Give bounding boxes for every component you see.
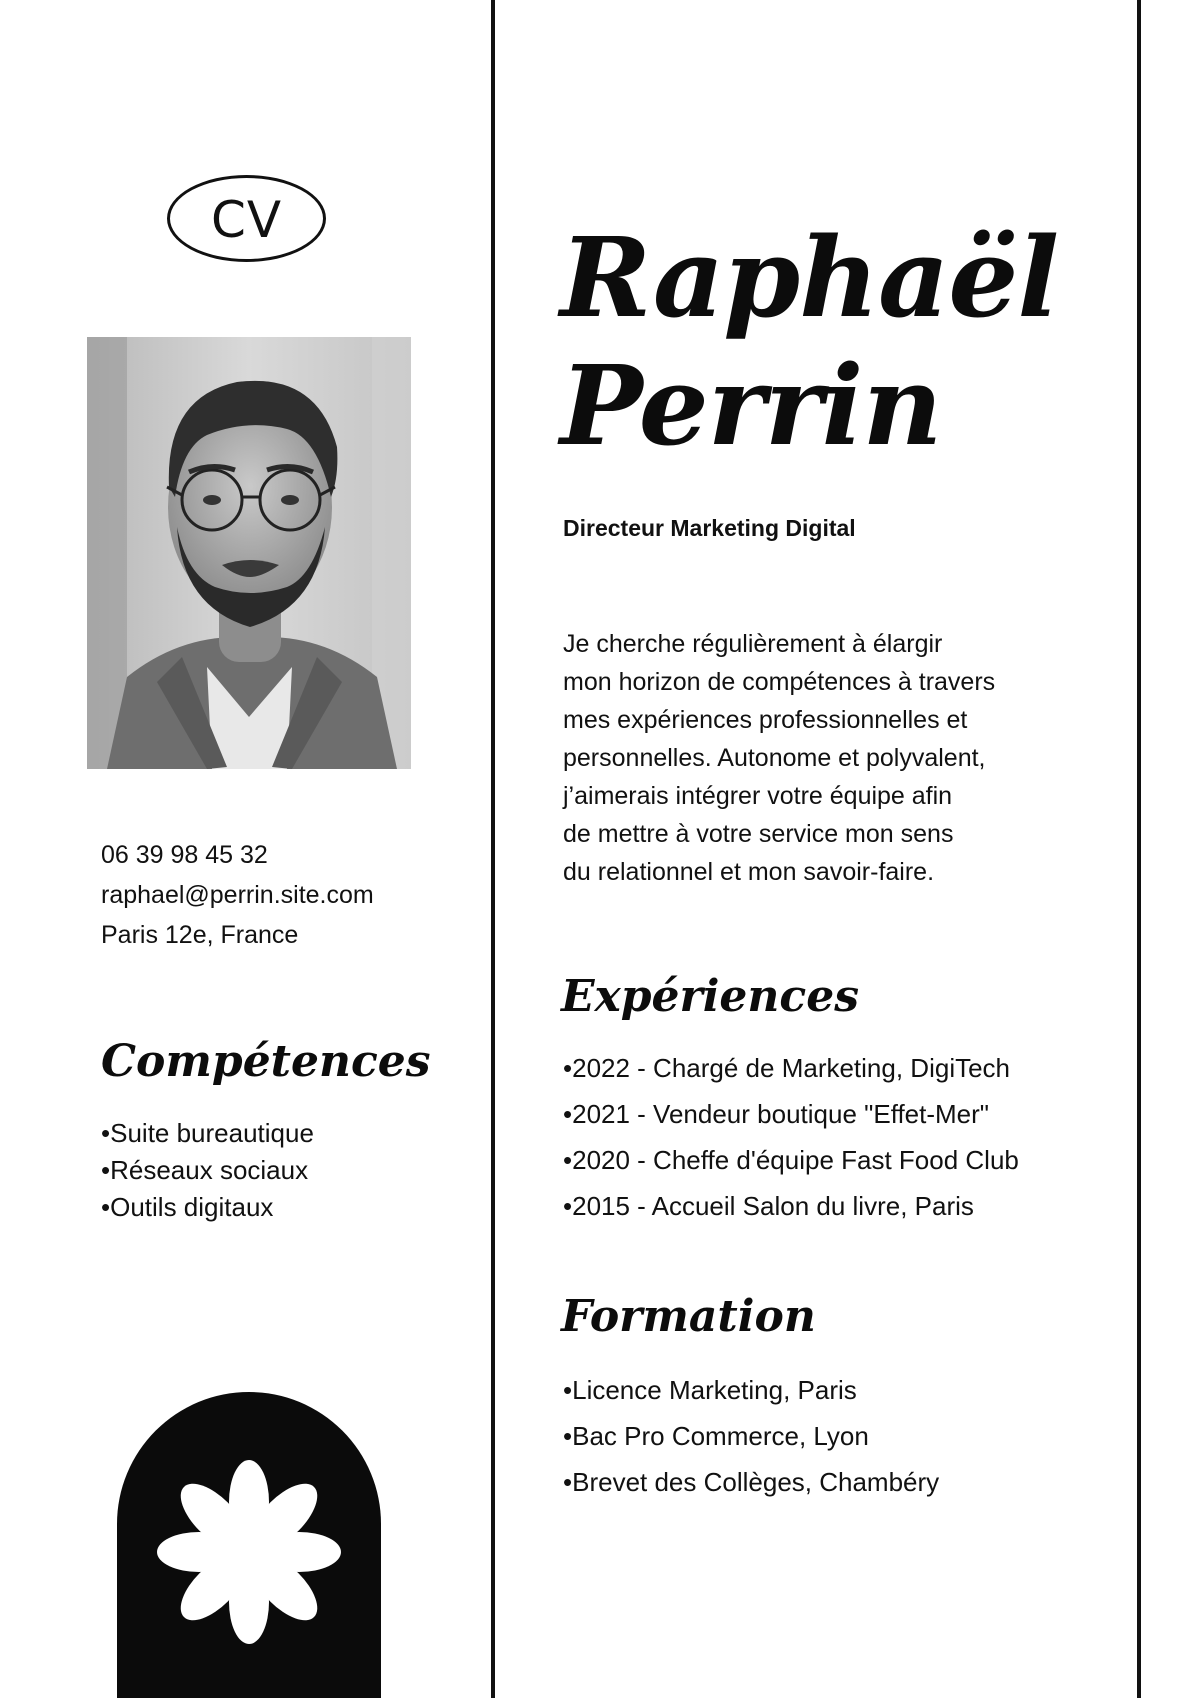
decorative-arch bbox=[117, 1392, 381, 1698]
skills-list bbox=[101, 1115, 314, 1226]
experience-item: • 2020 - Cheffe d'équipe Fast Food Club bbox=[563, 1137, 1019, 1183]
portrait-illustration bbox=[87, 337, 411, 769]
portrait-photo bbox=[87, 337, 411, 769]
education-list bbox=[563, 1367, 939, 1505]
last-name: Perrin bbox=[560, 341, 942, 470]
left-divider-line bbox=[491, 0, 495, 1698]
summary-line: mes expériences professionnelles et bbox=[563, 706, 968, 734]
cv-badge-label: CV bbox=[210, 190, 283, 249]
email-address[interactable]: raphael@perrin.site.com bbox=[101, 881, 374, 909]
education-item: • Brevet des Collèges, Chambéry bbox=[563, 1459, 939, 1505]
first-name: Raphaël bbox=[560, 213, 1059, 342]
full-name bbox=[560, 214, 1058, 470]
address: Paris 12e, France bbox=[101, 921, 299, 949]
contact-info bbox=[101, 835, 374, 955]
summary-line: j’aimerais intégrer votre équipe afin bbox=[563, 782, 953, 810]
profile-summary bbox=[563, 625, 1083, 891]
experience-list bbox=[563, 1045, 1019, 1229]
flower-icon bbox=[157, 1460, 341, 1644]
summary-line: de mettre à votre service mon sens bbox=[563, 820, 954, 848]
experience-item: • 2022 - Chargé de Marketing, DigiTech bbox=[563, 1045, 1019, 1091]
education-item: • Licence Marketing, Paris bbox=[563, 1367, 939, 1413]
experience-item: • 2021 - Vendeur boutique "Effet-Mer" bbox=[563, 1091, 1019, 1137]
experience-heading: Expériences bbox=[561, 971, 859, 1022]
phone-number: 06 39 98 45 32 bbox=[101, 841, 268, 869]
skill-item: • Outils digitaux bbox=[101, 1189, 314, 1226]
experience-item: • 2015 - Accueil Salon du livre, Paris bbox=[563, 1183, 1019, 1229]
right-divider-line bbox=[1137, 0, 1141, 1698]
cv-badge bbox=[167, 175, 326, 262]
job-title: Directeur Marketing Digital bbox=[563, 515, 856, 541]
summary-line: mon horizon de compétences à travers bbox=[563, 668, 996, 696]
education-heading: Formation bbox=[561, 1291, 816, 1342]
skills-heading: Compétences bbox=[101, 1036, 431, 1087]
summary-line: personnelles. Autonome et polyvalent, bbox=[563, 744, 986, 772]
education-item: • Bac Pro Commerce, Lyon bbox=[563, 1413, 939, 1459]
skill-item: • Suite bureautique bbox=[101, 1115, 314, 1152]
skill-item: • Réseaux sociaux bbox=[101, 1152, 314, 1189]
summary-line: Je cherche régulièrement à élargir bbox=[563, 630, 943, 658]
summary-line: du relationnel et mon savoir-faire. bbox=[563, 858, 935, 886]
